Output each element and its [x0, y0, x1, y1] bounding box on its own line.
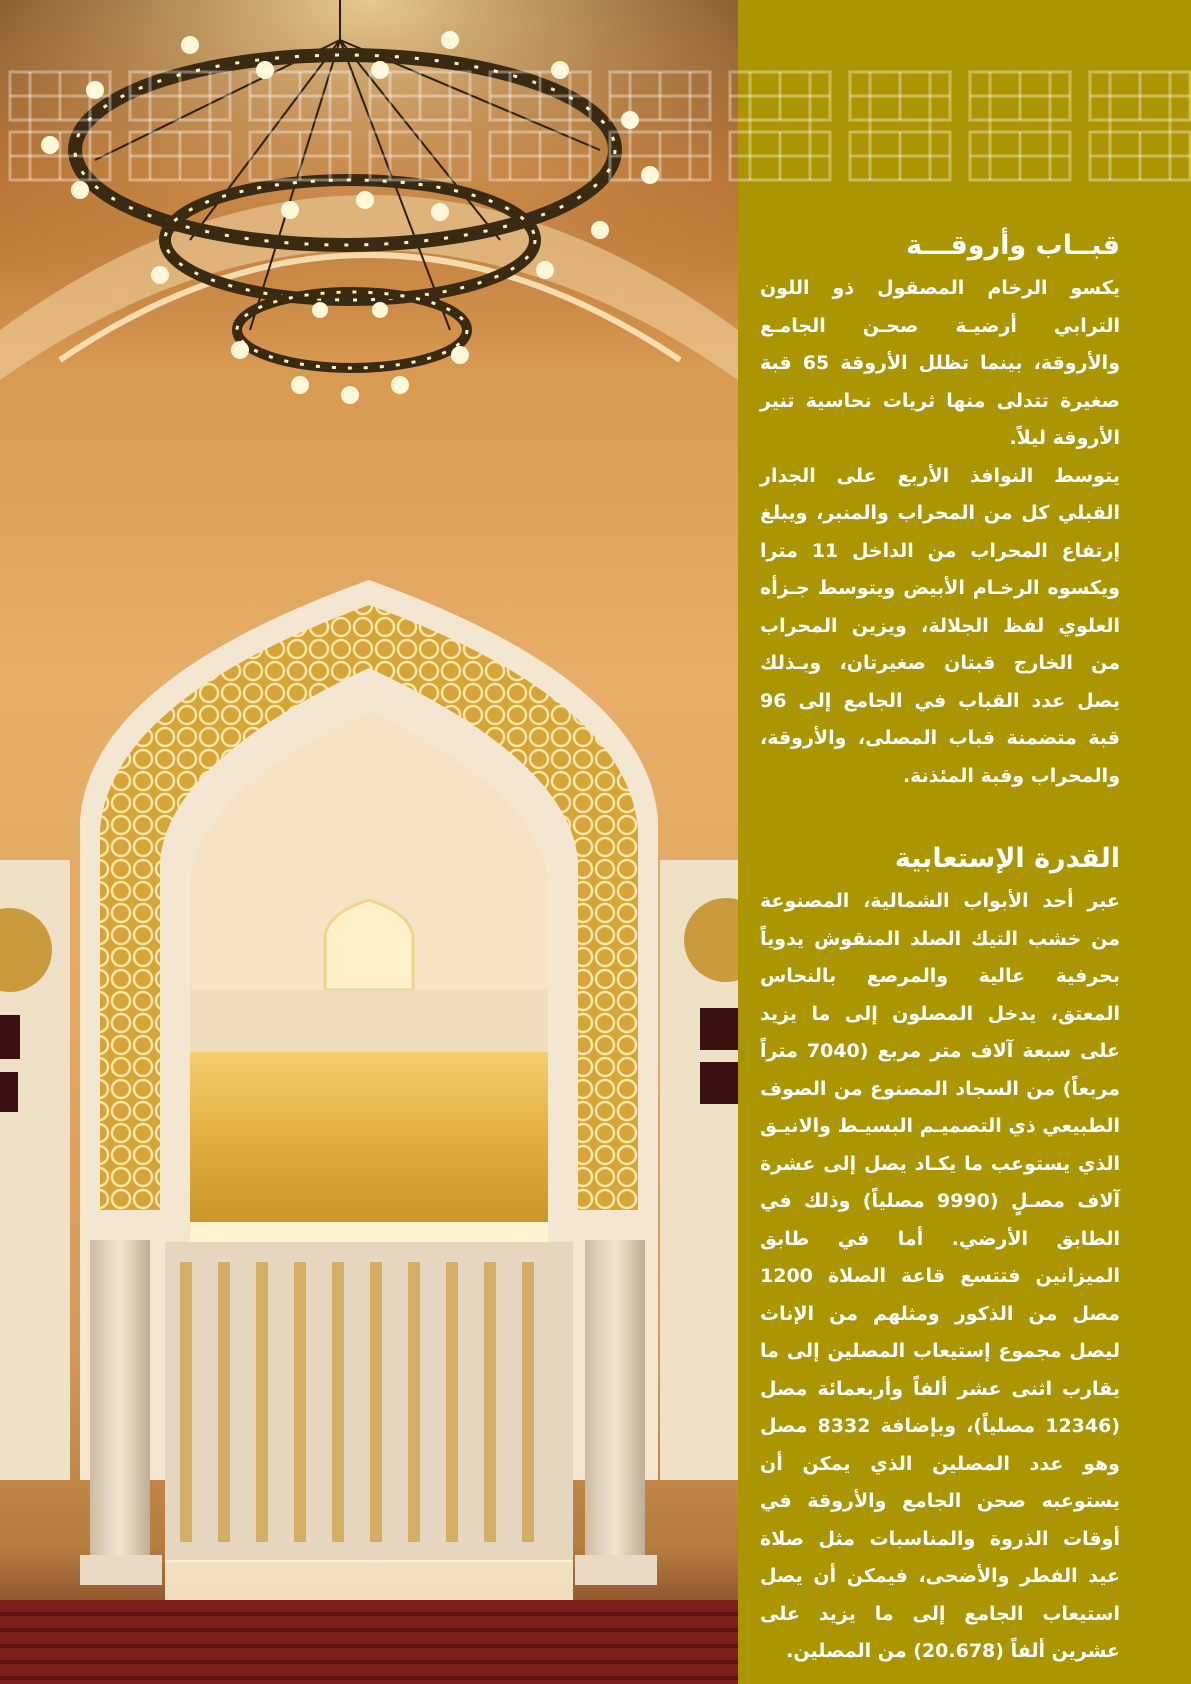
paragraph-capacity: عبر أحد الأبواب الشمالية، المصنوعة من خشب التيك الصلد المنقوش يدوياً بحرفية عالية والمرصع بالنحاس المعتق، يدخل المصلون إلى ما يزيد على سبعة آلاف متر مربع (7040 متراً مربعاً) من السجاد المصنوع من الصوف الطبيعي ذي التصميـم البسيـط والانيـق الذي يستوعب ما يكـاد يصل إلى عشرة آلاف مصـلٍ (9990 مصلياً) وذلك في الطابق الأرضي. أما في طابق الميزانين فتتسع قاعة الصلاة 1200 مصل من الذكور ومثلهم من الإناث ليصل مجموع إستيعاب المصلين إلى ما يقارب اثنى عشر ألفاً وأربعمائة مصل (12346 مصلياً)، وبإضافة 8332 مصل وهو عدد المصلين الذي يمكن أن يستوعبه صحن الجامع والأروقة في أوقات الذروة والمناسبات مثل صلاة عيد الفطر والأضحى، فيمكن أن يصل استيعاب الجامع إلى ما يزيد على عشرين ألفاً (20.678) من المصلين.	[760, 890, 1121, 1662]
article-text	[760, 224, 1120, 1671]
section-spacer	[760, 795, 1120, 837]
section-title-domes: قبــاب وأروقـــة	[906, 230, 1120, 261]
paragraph-domes-floor: يكسو الرخام المصقول ذو اللون الترابي أرضيـة صحـن الجامـع والأروقة، بينما تظلل الأروقة 65 قبة صغيرة تتدلى منها ثريات نحاسية تنير الأروقة ليلاً.	[760, 277, 1121, 449]
paragraph-mihrab: يتوسط النوافذ الأربع على الجدار القبلي كل من المحراب والمنبر، ويبلغ إرتفاع المحراب من الداخل 11 مترا ويكسوه الرخـام الأبيض ويتوسط جـزأه العلوي لفظ الجلالة، ويزين المحراب من الخارج قبتان صغيرتان، وبـذلك يصل عدد القباب في الجامع إلى 96 قبة متضمنة قباب المصلى، والأروقة، والمحراب وقبة المئذنة.	[760, 464, 1120, 787]
section-title-capacity: القدرة الإستعابية	[894, 843, 1120, 874]
